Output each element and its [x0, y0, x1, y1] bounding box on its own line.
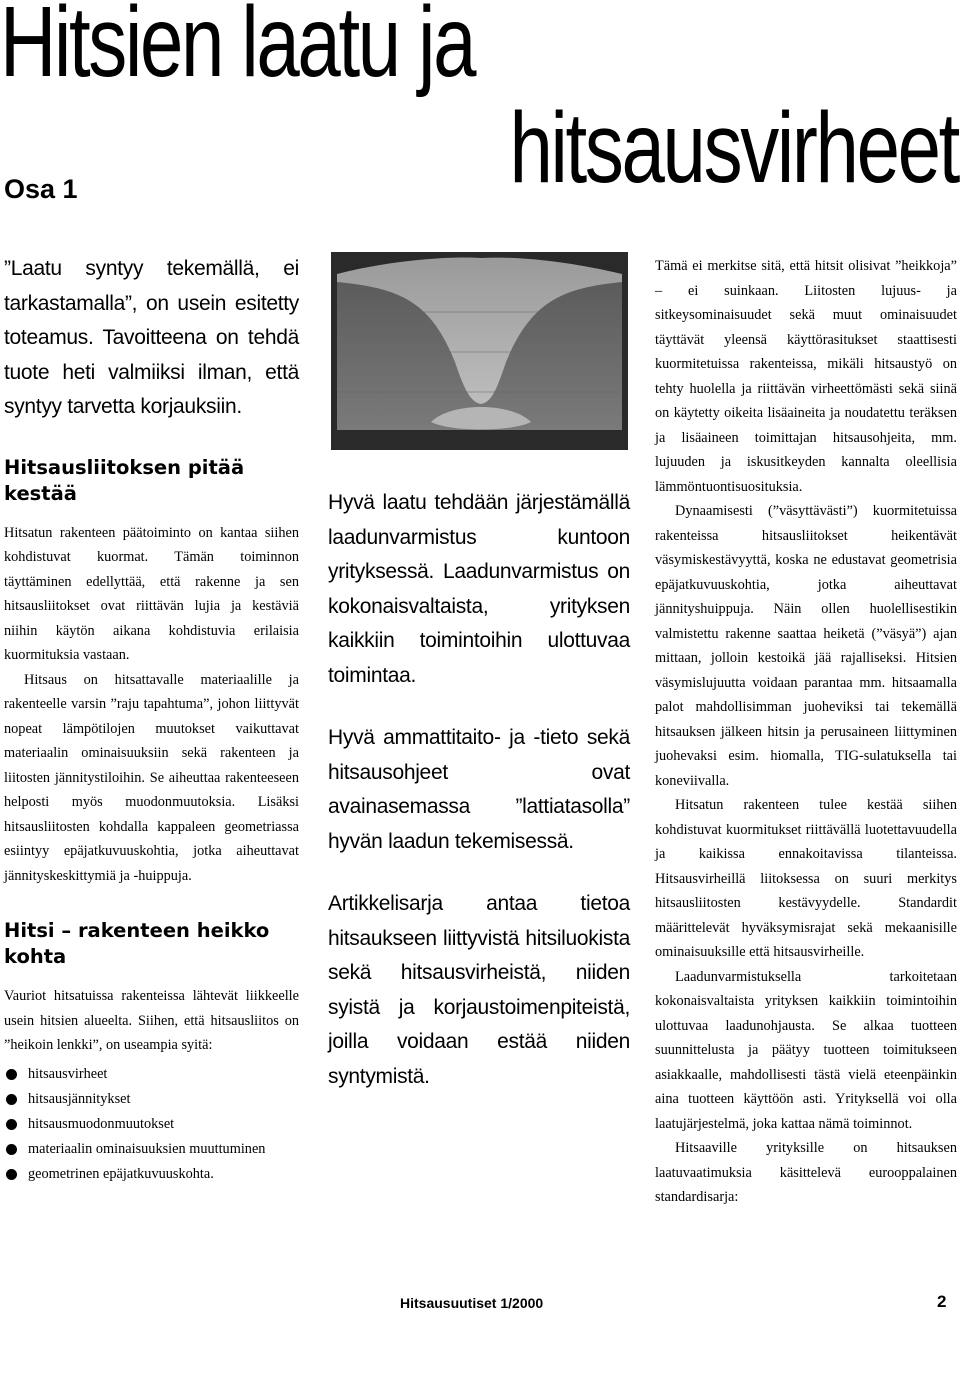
column-left	[4, 252, 299, 1187]
lead-paragraph: ”Laatu syntyy tekemällä, ei tarkastamalla”, on usein esitetty toteamus. Tavoitteena on tehdä tuote heti valmiiksi ilman, että syntyy tarvetta korjauksiin.	[4, 257, 299, 418]
column-right	[655, 254, 957, 1210]
list-item: hitsausvirheet	[4, 1062, 299, 1087]
body-paragraph-7: Laadunvarmistuksella tarkoitetaan kokonaisvaltaista yrityksen kaikkiin toimintoihin ulottuvaa laadunohjausta. Se alkaa tuotteen suunnittelusta ja päätyy tuotteen toimitukseen asiakkaalle, mahdollisesti tästä vielä eteenpäinkin aina tuotteen käyttöön asti. Yrityksellä voi olla laatujärjestelmä, joka kattaa nämä toiminnot.	[655, 968, 957, 1132]
page-number: 2	[937, 1292, 947, 1311]
pull-quote-3: Artikkelisarja antaa tietoa hitsaukseen liittyvistä hitsiluokista sekä hitsausvirheistä, niiden syistä ja korjaustoimenpiteistä, joilla voidaan estää niiden syntymistä.	[328, 892, 630, 1088]
bullet-icon	[6, 1119, 17, 1130]
bullet-icon	[6, 1144, 17, 1155]
list-item: hitsausmuodonmuutokset	[4, 1112, 299, 1137]
title-line-1: Hitsien laatu ja	[0, 0, 475, 98]
body-paragraph-1: Hitsatun rakenteen päätoiminto on kantaa siihen kohdistuvat kuormat. Tämän toiminnon täyttäminen edellyttää, että rakenne ja sen hitsausliitokset ovat riittävän lujia ja kestäviä niihin käytön aikana kohdistuvia erilaisia kuormituksia vastaan.	[4, 524, 299, 663]
bullet-icon	[6, 1094, 17, 1105]
title-line-2: hitsausvirheet	[509, 92, 958, 204]
bullet-icon	[6, 1169, 17, 1180]
footer-publication: Hitsausuutiset 1/2000	[400, 1295, 544, 1311]
part-label: Osa 1	[4, 174, 78, 204]
section-heading-2: Hitsi – rakenteen heikko kohta	[4, 919, 270, 968]
section-heading-1: Hitsausliitoksen pitää kestää	[4, 455, 245, 505]
weld-macro-image	[331, 252, 628, 450]
list-item: hitsausjännitykset	[4, 1087, 299, 1112]
weld-cross-section-photo	[331, 252, 628, 450]
body-paragraph-6: Hitsatun rakenteen tulee kestää siihen kohdistuvat kuormitukset riittävällä luotettavuudella ja kaikissa ennakoitavissa tilanteissa. Hitsausvirheillä liitoksessa on suuri merkitys hitsausliitosten kestävyydelle. Standardit määrittelevät hyväksymisrajat sekä mekaanisille ominaisuuksille että hitsausvirheille.	[655, 797, 957, 960]
list-item: geometrinen epäjatkuvuuskohta.	[4, 1162, 299, 1187]
body-paragraph-4: Tämä ei merkitse sitä, että hitsit olisivat ”heikkoja” – ei suinkaan. Liitosten lujuus- ja sitkeysominaisuudet sekä muut ominaisuudet täyttävät yleensä käyttörasitukset staattisesti kuormitetuissa rakenteissa, mikäli hitsaustyö on tehty huolella ja riittävän virheettömästi sekä siinä on käytetty oikeita lisäaineita ja noudatettu teräksen ja lisäaineen toimittajan hitsausohjeita, mm. lujuuden ja iskusitkeyden kannalta oleellisia lämmöntuontisuosituksia.	[655, 258, 957, 495]
body-paragraph-3: Vauriot hitsatuissa rakenteissa lähtevät liikkeelle usein hitsien alueelta. Siihen, että hitsausliitos on ”heikoin lenkki”, on useampia syitä:	[4, 988, 299, 1053]
body-paragraph-5: Dynaamisesti (”väsyttävästi”) kuormitetuissa rakenteissa hitsausliitokset heikentävät väsymiskestävyyttä, koska ne edustavat geometrisia epäjatkuvuuskohtia, jotka aiheuttavat jännityshuippuja. Näin ollen huolellisestikin valmistettu rakenne saattaa heiketä (”väsyä”) ajan mittaan, jolloin kestoikä jää rajalliseksi. Hitsien väsymislujuutta voidaan parantaa mm. hitsaamalla palot mahdollisimman juoheviksi tai tekemällä hitsauksen jälkeen hitsin ja perusaineen liittyminen juohevaksi esim. hiomalla, TIG-sulatuksella tai koneviivalla.	[655, 503, 957, 789]
body-paragraph-8: Hitsaaville yrityksille on hitsauksen laatuvaatimuksia käsittelevä eurooppalainen standardisarja:	[655, 1140, 957, 1205]
column-middle	[328, 486, 630, 1122]
list-item: materiaalin ominaisuuksien muuttuminen	[4, 1137, 299, 1162]
body-paragraph-2: Hitsaus on hitsattavalle materiaalille ja rakenteelle varsin ”raju tapahtuma”, johon liittyvät nopeat lämpötilojen muutokset vaikuttavat materiaalin ominaisuuksiin sekä rakenteen ja liitosten jännitystiloihin. Se aiheuttaa rakenteeseen helposti myös muodonmuutoksia. Lisäksi hitsausliitosten kohdalla kappaleen geometriassa esiintyy epäjatkuvuuskohtia, jotka aiheuttavat jännityskeskittymiä ja -huippuja.	[4, 671, 299, 884]
bullet-icon	[6, 1069, 17, 1080]
reasons-list	[4, 1062, 299, 1187]
pull-quote-1: Hyvä laatu tehdään järjestämällä laadunvarmistus kuntoon yrityksessä. Laadunvarmistus on kokonaisvaltaista, yrityksen kaikkiin toimintoihin ulottuvaa toimintaa.	[328, 491, 630, 687]
pull-quote-2: Hyvä ammattitaito- ja -tieto sekä hitsausohjeet ovat avainasemassa ”lattiatasolla” hyvän laadun tekemisessä.	[328, 726, 630, 853]
